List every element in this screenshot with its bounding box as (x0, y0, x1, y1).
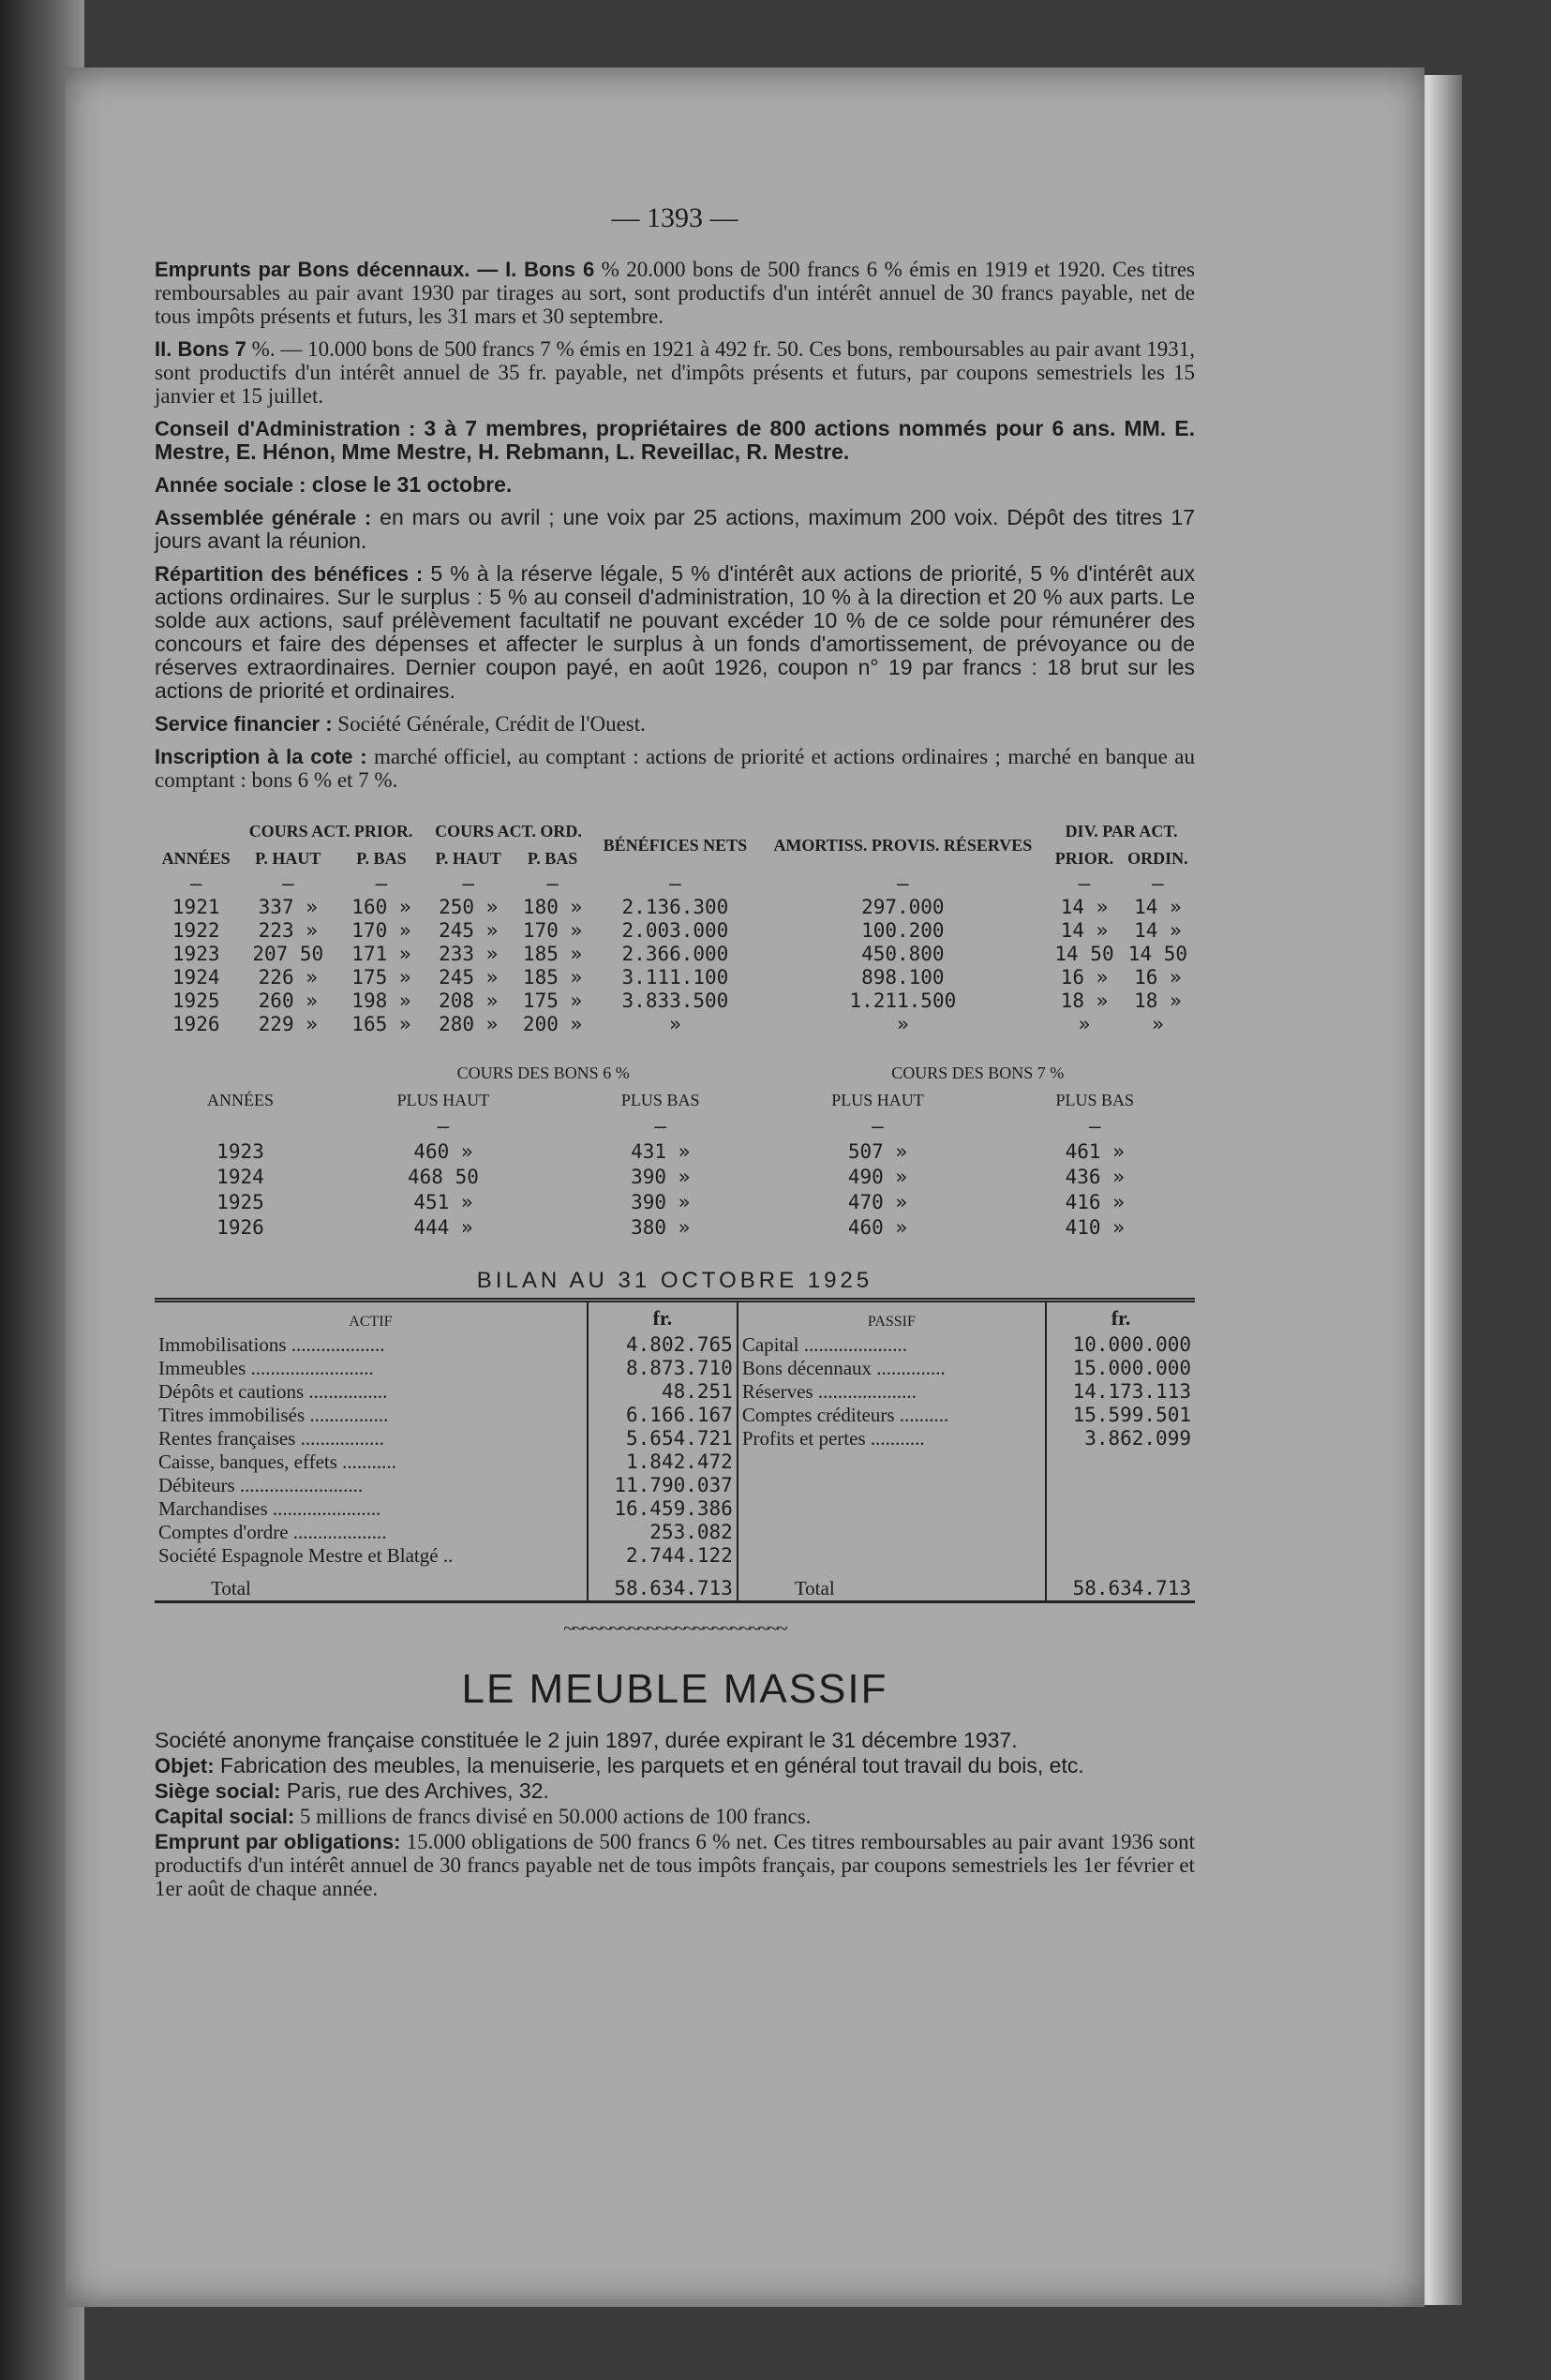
passif-label (738, 1521, 1046, 1544)
bilan-row (155, 1450, 1195, 1474)
table-header: P. BAS (527, 849, 578, 868)
table-cell: 100.200 (861, 919, 945, 942)
dash: — (897, 872, 909, 895)
table-row (155, 919, 1195, 943)
actif-value: 6.166.167 (588, 1404, 738, 1427)
actif-value: 48.251 (588, 1380, 738, 1404)
table-cell: 198 » (351, 989, 411, 1012)
table-header: PLUS BAS (620, 1091, 700, 1109)
table-cell: 1.211.500 (849, 989, 957, 1012)
table-cell: 200 » (522, 1013, 583, 1035)
table-cell: 229 » (258, 1013, 318, 1035)
table-row (155, 1165, 1195, 1190)
table-cell: 14 50 (1127, 943, 1188, 965)
paragraph: Assemblée générale : en mars ou avril ; une voix par 25 actions, maximum 200 voix. Dépôt des titres 17 jours avant la réunion. (155, 505, 1195, 553)
actif-value: 8.873.710 (588, 1357, 738, 1380)
table-cell: 250 » (439, 896, 499, 918)
table-header: PLUS HAUT (831, 1091, 924, 1109)
passif-header: PASSIF (867, 1314, 916, 1330)
table-group-header: DIV. PAR ACT. (1065, 822, 1178, 840)
actif-value: 5.654.721 (588, 1427, 738, 1450)
total-label: Total (794, 1577, 835, 1599)
bond-prices-table (155, 1060, 1195, 1241)
passif-label: Profits et pertes ........... (741, 1427, 925, 1450)
table-cell: 280 » (439, 1013, 499, 1035)
actif-label: Dépôts et cautions ................ (158, 1380, 388, 1403)
table-cell: 14 50 (1054, 943, 1114, 965)
table-header: P. HAUT (435, 849, 501, 868)
actif-label: Société Espagnole Mestre et Blatgé .. (158, 1544, 454, 1567)
divider-wave: ~~~~~~~~~~~~~~~~~~~~~~~~ (563, 1616, 786, 1640)
actif-label: Marchandises ...................... (158, 1497, 381, 1520)
table-cell: 451 » (413, 1191, 473, 1213)
total-actif: 58.634.713 (588, 1568, 738, 1602)
actif-value: 11.790.037 (588, 1474, 738, 1497)
passif-label (738, 1544, 1046, 1568)
paragraph: II. Bons 7 %. — 10.000 bons de 500 francs 7 % émis en 1921 à 492 fr. 50. Ces bons, remboursables au pair avant 1931, sont productifs d'un intérêt annuel de 35 fr. payable, net d'impôts présents et futurs, par coupons semestriels les 15 janvier et 15 juillet. (155, 337, 1196, 408)
table-cell: 436 » (1065, 1166, 1125, 1188)
table-row (155, 1139, 1195, 1165)
table-header: PRIOR. (1054, 849, 1114, 868)
unit-label: fr. (1046, 1301, 1195, 1334)
dash: — (437, 1115, 450, 1138)
table-cell: 1921 (172, 896, 220, 918)
dash: — (1078, 872, 1091, 895)
table-cell: 233 » (439, 943, 499, 965)
bilan-row (155, 1544, 1195, 1568)
actif-header: ACTIF (349, 1314, 393, 1330)
table-cell: 2.366.000 (621, 943, 729, 965)
passif-value (1046, 1521, 1195, 1544)
table-cell: 490 » (847, 1166, 908, 1188)
table-cell: 1923 (172, 943, 220, 965)
passif-value: 14.173.113 (1046, 1380, 1195, 1404)
dash: — (375, 872, 388, 895)
table-cell: 416 » (1065, 1191, 1125, 1213)
table-cell: 170 » (351, 919, 411, 942)
actif-label: Immeubles ......................... (158, 1357, 374, 1379)
actif-label: Rentes françaises ................. (158, 1427, 384, 1450)
unit-label: fr. (588, 1301, 738, 1334)
table-cell: » (1078, 1013, 1091, 1035)
table-cell: 468 50 (408, 1166, 479, 1188)
dash: — (1152, 872, 1164, 895)
table-row (155, 896, 1195, 919)
passif-label (738, 1497, 1046, 1521)
table-cell: 14 » (1060, 896, 1109, 918)
table-cell: 460 » (413, 1140, 473, 1163)
table-cell: 170 » (522, 919, 583, 942)
bilan-row (155, 1404, 1195, 1427)
dash: — (872, 1115, 884, 1138)
table-cell: 171 » (351, 943, 411, 965)
table-cell: 207 50 (252, 943, 324, 965)
table-cell: 185 » (522, 966, 583, 989)
actif-value: 2.744.122 (588, 1544, 738, 1568)
page-number: — 1393 — (611, 202, 738, 233)
table-cell: 337 » (258, 896, 318, 918)
table-cell: 180 » (522, 896, 583, 918)
bilan-body (155, 1333, 1195, 1568)
table-cell: 1925 (172, 989, 220, 1012)
dash: — (654, 1115, 667, 1138)
table-cell: 1923 (216, 1140, 264, 1163)
paragraph: Siège social: Paris, rue des Archives, 32. (155, 1778, 549, 1803)
table-group-header: COURS ACT. ORD. (435, 822, 582, 840)
table-cell: 14 » (1134, 919, 1182, 942)
passif-label (738, 1474, 1046, 1497)
table-cell: 1924 (172, 966, 220, 989)
table-group-header: COURS DES BONS 6 % (456, 1064, 630, 1082)
table-header: P. BAS (356, 849, 407, 868)
passif-value: 15.599.501 (1046, 1404, 1195, 1427)
bilan-row (155, 1474, 1195, 1497)
table-group-header: COURS ACT. PRIOR. (248, 822, 413, 840)
table-cell: 160 » (351, 896, 411, 918)
bilan-row (155, 1380, 1195, 1404)
table-cell: 165 » (351, 1013, 411, 1035)
actif-label: Caisse, banques, effets ........... (158, 1450, 396, 1473)
actif-label: Titres immobilisés ................ (158, 1404, 389, 1426)
passif-label: Réserves .................... (741, 1380, 917, 1403)
page-content (155, 202, 1196, 1902)
passif-label: Bons décennaux .............. (741, 1357, 946, 1379)
table-row (155, 943, 1195, 966)
passif-value: 10.000.000 (1046, 1333, 1195, 1357)
table-header: PLUS HAUT (396, 1091, 490, 1109)
actif-label: Immobilisations ................... (158, 1333, 385, 1356)
table-header: ANNÉES (206, 1091, 274, 1109)
paragraph: Année sociale : close le 31 octobre. (155, 472, 513, 497)
table-cell: 380 » (631, 1216, 691, 1239)
table-cell: 410 » (1065, 1216, 1125, 1239)
passif-value (1046, 1450, 1195, 1474)
table-cell: 185 » (522, 943, 583, 965)
passif-value: 3.862.099 (1046, 1427, 1195, 1450)
paragraph: Société anonyme française constituée le 2 juin 1897, durée expirant le 31 décembre 1937. (155, 1728, 1018, 1752)
paragraph: Conseil d'Administration : 3 à 7 membres, propriétaires de 800 actions nommés pour 6 ans. MM. E. Mestre, E. Hénon, Mme Mestre, H. Rebmann, L. Reveillac, R. Mestre. (155, 416, 1196, 464)
paragraph: Emprunt par obligations: 15.000 obligations de 500 francs 6 % net. Ces titres remboursables au pair avant 1936 sont productifs d'un intérêt annuel de 30 francs payable net de tous impôts français, par coupons semestriels les 1er février et 1er août de chaque année. (155, 1830, 1195, 1900)
dash: — (281, 872, 294, 895)
bilan-row (155, 1427, 1195, 1450)
table-cell: 460 » (847, 1216, 908, 1239)
dash: — (546, 872, 559, 895)
table-cell: 18 » (1060, 989, 1109, 1012)
table-cell: » (897, 1013, 909, 1035)
table-header: P. HAUT (255, 849, 321, 868)
dash: — (189, 872, 202, 895)
table-cell: 2.136.300 (621, 896, 729, 918)
actif-value: 253.082 (588, 1521, 738, 1544)
dash: — (1088, 1115, 1101, 1138)
table-cell: 18 » (1134, 989, 1182, 1012)
table-header: PLUS BAS (1055, 1091, 1134, 1109)
table-group-header: BÉNÉFICES NETS (603, 835, 748, 855)
paragraph: Emprunts par Bons décennaux. — I. Bons 6 % 20.000 bons de 500 francs 6 % émis en 1919 et 1920. Ces titres remboursables au pair avant 1930 par tirages au sort, sont productifs d'un intérêt annuel de 30 francs payable, net de tous impôts présents et futurs, les 31 mars et 30 septembre. (155, 258, 1196, 328)
table-group-header: COURS DES BONS 7 % (891, 1064, 1065, 1082)
table-cell: 16 » (1060, 966, 1109, 989)
bilan-row (155, 1333, 1195, 1357)
table-cell: 297.000 (861, 896, 945, 918)
table-cell: » (1152, 1013, 1164, 1035)
table-cell: 2.003.000 (621, 919, 729, 942)
section2-paragraphs (155, 1729, 1195, 1900)
table-cell: 3.111.100 (621, 966, 729, 989)
paragraph: Service financier : Société Générale, Crédit de l'Ouest. (155, 712, 646, 736)
table-header: ORDIN. (1127, 849, 1188, 868)
passif-value: 15.000.000 (1046, 1357, 1195, 1380)
actif-label: Débiteurs ......................... (158, 1474, 364, 1496)
table-cell: 223 » (258, 919, 318, 942)
bilan-row (155, 1357, 1195, 1380)
actif-label: Comptes d'ordre ................... (158, 1521, 387, 1543)
paragraphs (155, 258, 1195, 792)
passif-label: Comptes créditeurs .......... (741, 1404, 949, 1426)
table-cell: 450.800 (861, 943, 945, 965)
table-row (155, 1190, 1195, 1215)
table-cell: 1926 (216, 1216, 264, 1239)
table-cell: 1924 (216, 1166, 264, 1188)
table-cell: 175 » (351, 966, 411, 989)
paragraph: Répartition des bénéfices : 5 % à la réserve légale, 5 % d'intérêt aux actions de priorité, 5 % d'intérêt aux actions ordinaires. Sur le surplus : 5 % au conseil d'administration, 10 % à la direction et 20 % aux parts. Le solde aux actions, sauf prélèvement facultatif ne pouvant excéder 10 % de ce solde pour rémunérer des concours et faire des dépenses et affecter le surplus à un fonds d'amortissement, de prévoyance ou de réserves extraordinaires. Dernier coupon payé, en août 1926, coupon n° 19 par francs : 18 brut sur les actions de priorité et ordinaires. (155, 561, 1195, 703)
table-cell: 444 » (413, 1216, 473, 1239)
table-cell: 431 » (631, 1140, 691, 1163)
table-row (155, 989, 1195, 1013)
table-cell: 1922 (172, 919, 220, 942)
dash: — (462, 872, 475, 895)
table-cell: 3.833.500 (621, 989, 729, 1012)
table-row (155, 1215, 1195, 1241)
paragraph: Objet: Fabrication des meubles, la menuiserie, les parquets et en général tout travail du bois, etc. (155, 1753, 1084, 1778)
actif-value: 16.459.386 (588, 1497, 738, 1521)
table-cell: 390 » (631, 1191, 691, 1213)
stock-prices-table (155, 818, 1195, 1036)
dash: — (669, 872, 681, 895)
total-passif: 58.634.713 (1046, 1568, 1195, 1602)
actif-value: 1.842.472 (588, 1450, 738, 1474)
table-cell: 16 » (1134, 966, 1182, 989)
table-row (155, 1013, 1195, 1036)
table-cell: » (669, 1013, 681, 1035)
total-label: Total (211, 1577, 251, 1599)
table-cell: 14 » (1060, 919, 1109, 942)
passif-value (1046, 1474, 1195, 1497)
passif-label: Capital ..................... (741, 1333, 907, 1356)
bilan-table (155, 1298, 1195, 1603)
table-cell: 245 » (439, 919, 499, 942)
table-group-header: AMORTISS. PROVIS. RÉSERVES (773, 835, 1033, 855)
actif-value: 4.802.765 (588, 1333, 738, 1357)
table-cell: 208 » (439, 989, 499, 1012)
table-cell: 470 » (847, 1191, 908, 1213)
table-body (155, 1139, 1195, 1241)
paragraph: Capital social: 5 millions de francs divisé en 50.000 actions de 100 francs. (155, 1805, 812, 1828)
bilan-row (155, 1497, 1195, 1521)
table-cell: 1925 (216, 1191, 264, 1213)
table-cell: 898.100 (861, 966, 945, 989)
table-cell: 245 » (439, 966, 499, 989)
bilan-row (155, 1521, 1195, 1544)
passif-label (738, 1450, 1046, 1474)
table-cell: 14 » (1134, 896, 1182, 918)
table-header: ANNÉES (161, 849, 231, 868)
table-cell: 175 » (522, 989, 583, 1012)
table-cell: 226 » (258, 966, 318, 989)
table-body (155, 896, 1195, 1036)
section-title: LE MEUBLE MASSIF (461, 1666, 888, 1712)
passif-value (1046, 1544, 1195, 1568)
bilan-title: BILAN AU 31 OCTOBRE 1925 (476, 1268, 873, 1293)
table-cell: 1926 (172, 1013, 220, 1035)
table-cell: 390 » (631, 1166, 691, 1188)
table-row (155, 966, 1195, 989)
table-cell: 461 » (1065, 1140, 1125, 1163)
table-cell: 260 » (258, 989, 318, 1012)
paragraph: Inscription à la cote : marché officiel, au comptant : actions de priorité et actions ordinaires ; marché en banque au comptant : bons 6 % et 7 %. (155, 745, 1195, 792)
passif-value (1046, 1497, 1195, 1521)
table-cell: 507 » (847, 1140, 908, 1163)
